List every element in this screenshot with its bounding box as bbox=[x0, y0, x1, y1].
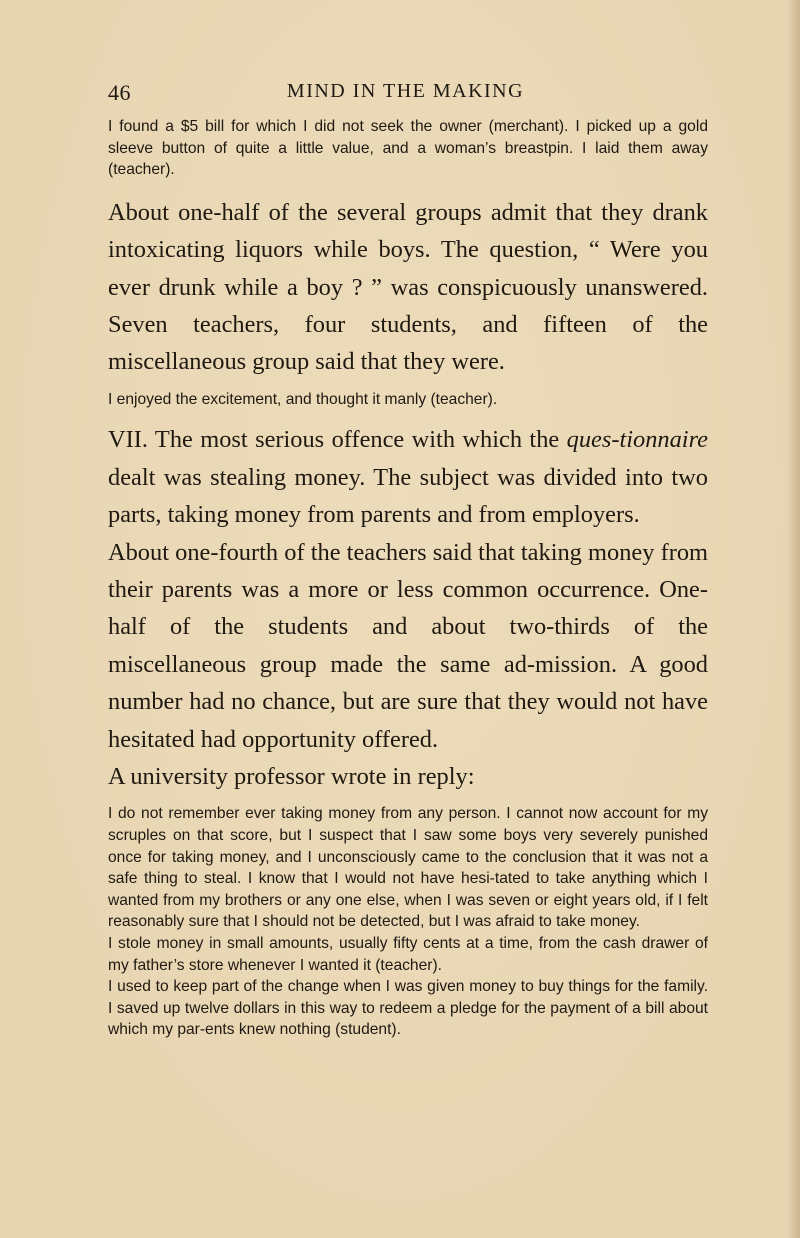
questionnaire-italic: ques-tionnaire bbox=[566, 426, 708, 454]
page-number: 46 bbox=[108, 80, 131, 105]
section-vii-text-end: dealt was stealing money. The subject was divided into two parts, taking money from parents and from employers. bbox=[108, 463, 708, 529]
quote-kept-change: I used to keep part of the change when I was given money to buy things for the family. I saved up twelve dollars in this way to redeem a pledge for the payment of a bill about which my par-ents knew nothing (student). bbox=[108, 978, 708, 1039]
quote-professor-reply: I do not remember ever taking money from any person. I cannot now account for my scruples on that score, but I suspect that I saw some boys very severely punished once for taking money, and I unconsciously came to the conclusion that it was not a safe thing to steal. I know that I would not have hesi-tated to take anything which I wanted from my brothers or any one else, when I was seven or eight years old, if I felt reasonably sure that I should not be detected, but I was afraid to take money. bbox=[108, 805, 708, 931]
running-title: MIND IN THE MAKING bbox=[286, 80, 525, 102]
paragraph-university-professor: A university professor wrote in reply: bbox=[108, 763, 475, 791]
page-edge-shadow bbox=[786, 0, 800, 1238]
page-body bbox=[108, 116, 708, 1041]
quote-stole-money: I stole money in small amounts, usually fifty cents at a time, from the cash drawer of my father’s store whenever I wanted it (teacher). bbox=[108, 935, 708, 974]
section-vii-text-start: VII. The most serious offence with which the bbox=[108, 426, 567, 454]
paragraph-intoxicating-liquors: About one-half of the several groups admit that they drank intoxicating liquors while boys. The question, “ Were you ever drunk while a boy ? ” was conspicuously unanswered. Seven teachers, four students, and fifteen of the miscellaneous group said that they were. bbox=[108, 198, 708, 376]
paragraph-one-fourth-teachers: About one-fourth of the teachers said that taking money from their parents was a more or less common occurrence. One-half of the students and about two-thirds of the miscellaneous group made the same ad-mission. A good number had no chance, but are sure that they would not have hesitated had opportunity offered. bbox=[108, 538, 708, 753]
paragraph-section-vii bbox=[108, 421, 708, 533]
quote-found-bill: I found a $5 bill for which I did not seek the owner (merchant). I picked up a gold sleeve button of quite a little value, and a woman’s breastpin. I laid them away (teacher). bbox=[108, 118, 708, 179]
quote-enjoyed-excitement: I enjoyed the excitement, and thought it manly (teacher). bbox=[108, 390, 498, 408]
page-header bbox=[108, 80, 703, 108]
